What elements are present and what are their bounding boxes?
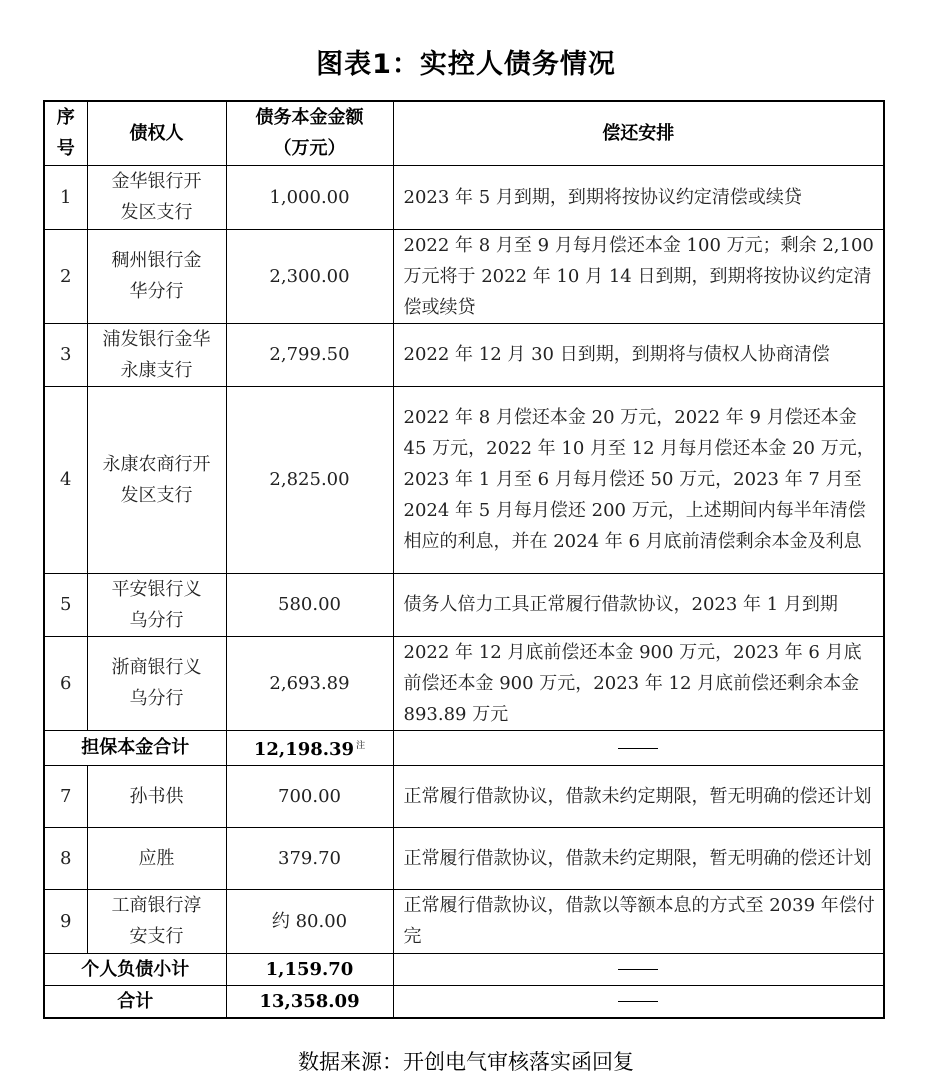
row-plan: 2023 年 5 月到期，到期将按协议约定清偿或续贷 [393, 165, 884, 229]
row-plan: 正常履行借款协议，借款未约定期限，暂无明确的偿还计划 [393, 765, 884, 827]
row-no: 5 [44, 573, 87, 636]
header-principal: 债务本金金额（万元） [226, 101, 393, 165]
row-amount: 1,000.00 [226, 165, 393, 229]
row-amount: 2,693.89 [226, 636, 393, 730]
row-no: 2 [44, 229, 87, 323]
data-source-caption: 数据来源：开创电气审核落实函回复 [298, 1050, 634, 1074]
row-creditor: 孙书供 [87, 765, 226, 827]
grand-total-amount: 13,358.09 [226, 985, 393, 1018]
personal-subtotal-label: 个人负债小计 [44, 953, 226, 985]
guarantee-total-plan [393, 730, 884, 765]
dash-divider [618, 1001, 658, 1002]
row-creditor: 永康农商行开发区支行 [87, 386, 226, 573]
header-plan: 偿还安排 [393, 101, 884, 165]
debt-table [43, 100, 885, 1019]
row-no: 7 [44, 765, 87, 827]
row-plan: 正常履行借款协议，借款未约定期限，暂无明确的偿还计划 [393, 827, 884, 889]
row-amount: 700.00 [226, 765, 393, 827]
table-row [44, 573, 884, 636]
row-creditor: 稠州银行金华分行 [87, 229, 226, 323]
table-row [44, 765, 884, 827]
row-creditor: 平安银行义乌分行 [87, 573, 226, 636]
guarantee-total-amount-cell [226, 730, 393, 765]
guarantee-total-row [44, 730, 884, 765]
table-row [44, 889, 884, 953]
row-creditor: 浦发银行金华永康支行 [87, 323, 226, 386]
table-row [44, 323, 884, 386]
row-no: 1 [44, 165, 87, 229]
row-no: 4 [44, 386, 87, 573]
dash-divider [618, 969, 658, 970]
guarantee-total-note: 注 [356, 740, 366, 751]
row-amount: 379.70 [226, 827, 393, 889]
row-plan: 2022 年 8 月至 9 月每月偿还本金 100 万元；剩余 2,100 万元将于 2022 年 10 月 14 日到期，到期将按协议约定清偿或续贷 [393, 229, 884, 323]
table-row [44, 827, 884, 889]
grand-total-row [44, 985, 884, 1018]
row-amount: 580.00 [226, 573, 393, 636]
row-creditor: 浙商银行义乌分行 [87, 636, 226, 730]
table-row [44, 386, 884, 573]
table-row [44, 165, 884, 229]
dash-divider [618, 748, 658, 749]
personal-subtotal-plan [393, 953, 884, 985]
row-amount: 2,799.50 [226, 323, 393, 386]
row-plan: 债务人倍力工具正常履行借款协议，2023 年 1 月到期 [393, 573, 884, 636]
row-no: 9 [44, 889, 87, 953]
row-no: 3 [44, 323, 87, 386]
table-row [44, 636, 884, 730]
header-no: 序号 [44, 101, 87, 165]
row-amount: 2,300.00 [226, 229, 393, 323]
header-row [44, 101, 884, 165]
header-creditor: 债权人 [87, 101, 226, 165]
guarantee-total-label: 担保本金合计 [44, 730, 226, 765]
row-no: 8 [44, 827, 87, 889]
personal-subtotal-row [44, 953, 884, 985]
guarantee-total-amount: 12,198.39 [253, 738, 355, 760]
row-plan: 2022 年 12 月底前偿还本金 900 万元，2023 年 6 月底前偿还本金 900 万元，2023 年 12 月底前偿还剩余本金 893.89 万元 [393, 636, 884, 730]
personal-subtotal-amount: 1,159.70 [226, 953, 393, 985]
grand-total-plan [393, 985, 884, 1018]
row-amount: 约 80.00 [226, 889, 393, 953]
row-creditor: 应胜 [87, 827, 226, 889]
row-creditor: 工商银行淳安支行 [87, 889, 226, 953]
row-plan: 2022 年 8 月偿还本金 20 万元，2022 年 9 月偿还本金 45 万元，2022 年 10 月至 12 月每月偿还本金 20 万元，2023 年 1 月至 6 月每月偿还 50 万元，2023 年 7 月至 2024 年 5 月每月偿还 200 万元，上述期间内每半年清偿相应的利息，并在 2024 年 6 月底前清偿剩余本金及利息 [393, 386, 884, 573]
row-amount: 2,825.00 [226, 386, 393, 573]
row-plan: 2022 年 12 月 30 日到期，到期将与债权人协商清偿 [393, 323, 884, 386]
grand-total-label: 合计 [44, 985, 226, 1018]
table-row [44, 229, 884, 323]
page-title: 图表1：实控人债务情况 [316, 49, 616, 80]
row-plan: 正常履行借款协议，借款以等额本息的方式至 2039 年偿付完 [393, 889, 884, 953]
row-no: 6 [44, 636, 87, 730]
row-creditor: 金华银行开发区支行 [87, 165, 226, 229]
